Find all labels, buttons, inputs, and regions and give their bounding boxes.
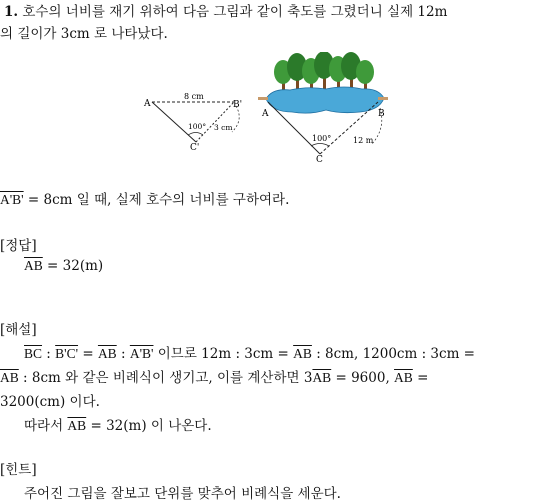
answer-segment: $\overline{AB}$ [24,258,43,273]
problem-number: 1. [4,4,19,20]
segment-ab: $\overline{AB}$ [394,370,413,385]
small-label-b: B' [233,100,243,110]
segment-bc: $\overline{BC}$ [24,346,43,361]
answer-header: [정답] [0,238,37,254]
question-line [0,188,289,208]
problem-line-2: 의 길이가 3cm 로 나타났다. [0,26,168,42]
segment-ab: $\overline{AB}$ [293,346,312,361]
explanation-line-2 [0,366,428,386]
explanation-header: [해설] [0,322,37,338]
large-label-c: C [316,155,323,165]
explanation-text: = 9600, [331,370,395,386]
large-len-bc: 12 m [353,136,374,145]
small-label-c: C' [190,143,200,153]
hint-text: 주어진 그림을 잘보고 단위를 맞추어 비례식을 세운다. [24,486,341,502]
explanation-text: 따라서 [24,418,68,434]
small-triangle [143,92,242,153]
segment-b-c-prime: B'C' [55,346,79,361]
explanation-text: : 8cm, 1200cm : 3cm = [311,346,475,362]
segment-ab: $\overline{AB}$ [312,370,332,385]
colon: : [116,346,130,362]
answer-value: = 32(m) [42,258,104,274]
segment-a-b-prime: A'B' [129,346,154,361]
answer-line [24,258,103,274]
explanation-line-3: 3200(cm) 이다. [0,394,100,410]
small-label-a: A [144,99,151,109]
equals: = [78,346,98,362]
trees-group [274,52,374,91]
question-text: = 8cm 일 때, 실제 호수의 너비를 구하여라. [23,192,290,208]
colon: : [42,346,56,362]
problem-text-1: 호수의 너비를 재기 위하여 다음 그림과 같이 축도를 그렸더니 실제 12m [22,4,448,20]
explanation-text: : 8cm 와 같은 비례식이 생기고, 이를 계산하면 3 [18,370,313,386]
hint-header: [힌트] [0,462,37,478]
explanation-line-1 [24,342,475,362]
lake [266,87,384,113]
question-segment: A'B' [0,192,24,207]
explanation-text: = [412,370,429,386]
explanation-text: 이므로 12m : 3cm = [153,346,294,362]
large-label-a: A [262,109,269,119]
segment-ab: $\overline{AB}$ [97,346,117,361]
segment-ab: $\overline{AB}$ [0,370,19,385]
explanation-text: = 32(m) 이 나온다. [86,418,212,434]
small-len-bc: 3 cm [214,123,233,132]
large-label-b: B [378,109,385,119]
explanation-line-4 [24,414,212,434]
large-angle: 100° [312,134,332,143]
segment-ab: $\overline{AB}$ [67,418,87,433]
problem-line-1 [4,0,447,20]
small-angle: 100° [188,122,207,131]
figure [140,52,400,170]
large-triangle [261,102,385,165]
small-len-ab: 8 cm [184,92,204,101]
